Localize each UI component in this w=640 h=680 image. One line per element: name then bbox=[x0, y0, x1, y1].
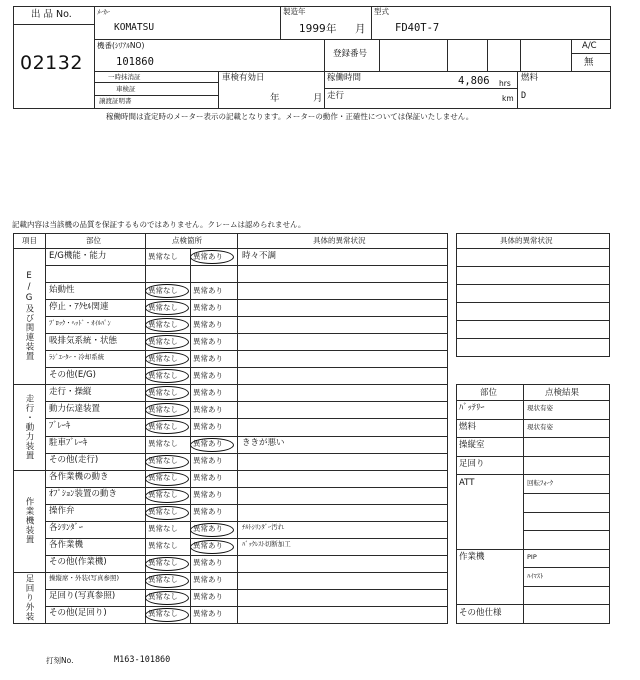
normal-option: 異常なし bbox=[148, 439, 178, 449]
selection-circle bbox=[145, 506, 189, 520]
group-label: 作業機装置 bbox=[24, 496, 34, 545]
selection-circle bbox=[145, 472, 189, 486]
part-cell: ﾗｼﾞｴｰﾀｰ・冷却系統 bbox=[49, 352, 105, 361]
detail-cell: ﾁﾙﾄｼﾘﾝﾀﾞｰ汚れ bbox=[242, 523, 285, 532]
abnormal-option: 異常あり bbox=[193, 404, 223, 414]
hours-value: 4,806 bbox=[458, 75, 490, 87]
abnormal-option: 異常あり bbox=[193, 251, 223, 261]
right-result-cell: PIP bbox=[527, 552, 537, 561]
maker-value: KOMATSU bbox=[114, 22, 155, 33]
normal-option: 異常なし bbox=[148, 404, 178, 414]
normal-option: 異常なし bbox=[148, 575, 178, 585]
hours-unit: hrs bbox=[499, 79, 511, 88]
right-part-cell: ATT bbox=[459, 477, 475, 488]
reg-label: 登録番号 bbox=[333, 49, 368, 59]
abnormal-option: 異常あり bbox=[193, 575, 223, 585]
normal-option: 異常なし bbox=[148, 302, 178, 312]
selection-circle bbox=[145, 335, 189, 349]
part-cell: 各作業機 bbox=[49, 540, 84, 551]
abnormal-option: 異常あり bbox=[193, 592, 223, 602]
normal-option: 異常なし bbox=[148, 353, 178, 363]
part-cell: ﾌﾞﾚｰｷ bbox=[49, 420, 71, 431]
abnormal-option: 異常あり bbox=[193, 609, 223, 619]
right-part-cell: 足回り bbox=[459, 459, 485, 470]
abnormal-option: 異常あり bbox=[193, 387, 223, 397]
right-part-cell: 燃料 bbox=[459, 421, 477, 432]
normal-option: 異常なし bbox=[148, 609, 178, 619]
part-cell: 停止・ｱｸｾﾙ関連 bbox=[49, 301, 109, 312]
serial-value: 101860 bbox=[116, 56, 154, 68]
selection-circle bbox=[145, 455, 189, 469]
normal-option: 異常なし bbox=[148, 285, 178, 295]
abnormal-option: 異常あり bbox=[193, 319, 223, 329]
selection-circle bbox=[145, 420, 189, 434]
right-result-header: 点検結果 bbox=[545, 388, 580, 398]
stamp-value: M163-101860 bbox=[114, 655, 171, 665]
disclaimer: 記載内容は当該機の品質を保証するものではありません。クレームは認められません。 bbox=[12, 220, 306, 229]
normal-option: 異常なし bbox=[148, 558, 178, 568]
abnormal-option: 異常あり bbox=[193, 524, 223, 534]
selection-circle bbox=[190, 523, 234, 537]
part-cell: その他(作業機) bbox=[49, 557, 107, 568]
hours-note: 稼働時間は査定時のメーター表示の記載となります。メーターの動作・正確性については保証いたしません。 bbox=[106, 112, 474, 121]
abnormal-option: 異常あり bbox=[193, 541, 223, 551]
detail-cell: ききが悪い bbox=[242, 438, 285, 449]
abnormal-option: 異常あり bbox=[193, 456, 223, 466]
normal-option: 異常なし bbox=[148, 336, 178, 346]
normal-option: 異常なし bbox=[148, 251, 178, 261]
model-value: FD40T-7 bbox=[395, 22, 440, 34]
ac-value: 無 bbox=[584, 57, 594, 68]
insp-year-unit: 年 bbox=[270, 93, 280, 104]
part-cell: その他(走行) bbox=[49, 455, 99, 466]
part-cell: 始動性 bbox=[49, 284, 75, 295]
cert-label-3: 譲渡証明書 bbox=[99, 97, 132, 105]
col-header-item: 項目 bbox=[22, 236, 37, 245]
insp-month-unit: 月 bbox=[313, 93, 323, 104]
part-cell: 各ｼﾘﾝﾀﾞｰ bbox=[49, 523, 84, 534]
detail-cell: 時々不調 bbox=[242, 250, 277, 261]
right-part-cell: 操縦室 bbox=[459, 440, 485, 451]
part-cell: 足回り(写真参照) bbox=[49, 591, 116, 602]
maker-label: ﾒｰｶｰ bbox=[97, 8, 110, 16]
abnormal-option: 異常あり bbox=[193, 370, 223, 380]
detail-cell: ﾊﾞｯｸﾚｽﾄ切断加工 bbox=[242, 540, 291, 549]
selection-circle bbox=[145, 318, 189, 332]
selection-circle bbox=[145, 352, 189, 366]
normal-option: 異常なし bbox=[148, 319, 178, 329]
selection-circle bbox=[145, 591, 189, 605]
cert-label-2: 車検証 bbox=[116, 85, 136, 93]
right-result-cell: 現状有姿 bbox=[527, 422, 553, 431]
serial-label: 機番(ｼﾘｱﾙNO) bbox=[97, 41, 145, 50]
abnormal-option: 異常あり bbox=[193, 421, 223, 431]
ac-label: A/C bbox=[582, 41, 597, 51]
right-part-cell: その他仕様 bbox=[459, 607, 502, 618]
part-cell: 各作業機の動き bbox=[49, 472, 109, 483]
item-no-value: 02132 bbox=[20, 52, 83, 74]
year-label: 製造年 bbox=[283, 7, 306, 16]
abnormal-option: 異常あり bbox=[193, 302, 223, 312]
part-cell: その他(足回り) bbox=[49, 608, 107, 619]
selection-circle bbox=[190, 438, 234, 452]
fuel-value: D bbox=[521, 91, 527, 101]
abnormal-option: 異常あり bbox=[193, 439, 223, 449]
abnormal-option: 異常あり bbox=[193, 473, 223, 483]
selection-circle bbox=[145, 403, 189, 417]
normal-option: 異常なし bbox=[148, 490, 178, 500]
fuel-label: 燃料 bbox=[521, 73, 539, 83]
item-no-label: 出 品 No. bbox=[31, 9, 72, 20]
group-label: E/G及び関連装置 bbox=[24, 271, 34, 362]
abnormal-option: 異常あり bbox=[193, 507, 223, 517]
right-part-cell: 作業機 bbox=[459, 551, 485, 562]
normal-option: 異常なし bbox=[148, 421, 178, 431]
abnormal-option: 異常あり bbox=[193, 490, 223, 500]
hours-label: 稼働時間 bbox=[327, 73, 362, 83]
selection-circle bbox=[145, 574, 189, 588]
km-unit: km bbox=[502, 94, 514, 103]
normal-option: 異常なし bbox=[148, 473, 178, 483]
col-header-detail: 具体的異常状況 bbox=[313, 236, 366, 245]
abnormal-option: 異常あり bbox=[193, 353, 223, 363]
col-header-part: 部位 bbox=[86, 236, 101, 245]
normal-option: 異常なし bbox=[148, 507, 178, 517]
part-cell: 駐車ﾌﾞﾚｰｷ bbox=[49, 438, 88, 449]
part-cell: E/G機能・能力 bbox=[49, 250, 107, 261]
right-result-cell: 回転ﾌｫｰｸ bbox=[527, 478, 553, 487]
abnormal-option: 異常あり bbox=[193, 285, 223, 295]
abnormal-option: 異常あり bbox=[193, 558, 223, 568]
selection-circle bbox=[190, 540, 234, 554]
part-cell: ﾌﾞﾛｯｸ・ﾍｯﾄﾞ・ｵｲﾙﾊﾟﾝ bbox=[49, 318, 111, 327]
right-part-cell: ﾊﾞｯﾃﾘｰ bbox=[459, 403, 485, 414]
abnormal-option: 異常あり bbox=[193, 336, 223, 346]
normal-option: 異常なし bbox=[148, 524, 178, 534]
year-value: 1999 bbox=[299, 23, 326, 35]
part-cell: 走行・操縦 bbox=[49, 386, 92, 397]
group-label: 走行・動力装置 bbox=[24, 393, 34, 461]
right-detail-header: 具体的異常状況 bbox=[500, 236, 553, 245]
right-result-cell: 現状有姿 bbox=[527, 404, 553, 413]
part-cell: その他(E/G) bbox=[49, 369, 96, 380]
right-result-cell: ﾊｲﾏｽﾄ bbox=[527, 571, 544, 580]
part-cell: 操縦席・外装(写真参照) bbox=[49, 574, 120, 583]
part-cell: 操作弁 bbox=[49, 506, 75, 517]
normal-option: 異常なし bbox=[148, 370, 178, 380]
selection-circle bbox=[145, 369, 189, 383]
selection-circle bbox=[145, 557, 189, 571]
inspection-label: 車検有効日 bbox=[222, 73, 265, 83]
part-cell: ｵﾌﾟｼｮﾝ装置の動き bbox=[49, 489, 118, 500]
col-header-check: 点検箇所 bbox=[172, 236, 202, 245]
part-cell: 動力伝達装置 bbox=[49, 403, 101, 414]
month-unit: 月 bbox=[355, 23, 366, 35]
selection-circle bbox=[145, 301, 189, 315]
selection-circle bbox=[145, 284, 189, 298]
cert-label-1: 一時抹消証 bbox=[108, 73, 141, 81]
part-cell: 吸排気系統・状態 bbox=[49, 335, 118, 346]
normal-option: 異常なし bbox=[148, 541, 178, 551]
normal-option: 異常なし bbox=[148, 592, 178, 602]
year-unit: 年 bbox=[326, 23, 337, 35]
selection-circle bbox=[145, 489, 189, 503]
normal-option: 異常なし bbox=[148, 387, 178, 397]
stamp-label: 打刻No. bbox=[46, 656, 74, 665]
selection-circle bbox=[190, 250, 234, 264]
model-label: 型式 bbox=[374, 7, 389, 16]
selection-circle bbox=[145, 608, 189, 622]
group-label: 足回り外装 bbox=[24, 573, 34, 622]
travel-label: 走行 bbox=[327, 91, 345, 101]
right-part-header: 部位 bbox=[480, 388, 498, 398]
selection-circle bbox=[145, 386, 189, 400]
normal-option: 異常なし bbox=[148, 456, 178, 466]
